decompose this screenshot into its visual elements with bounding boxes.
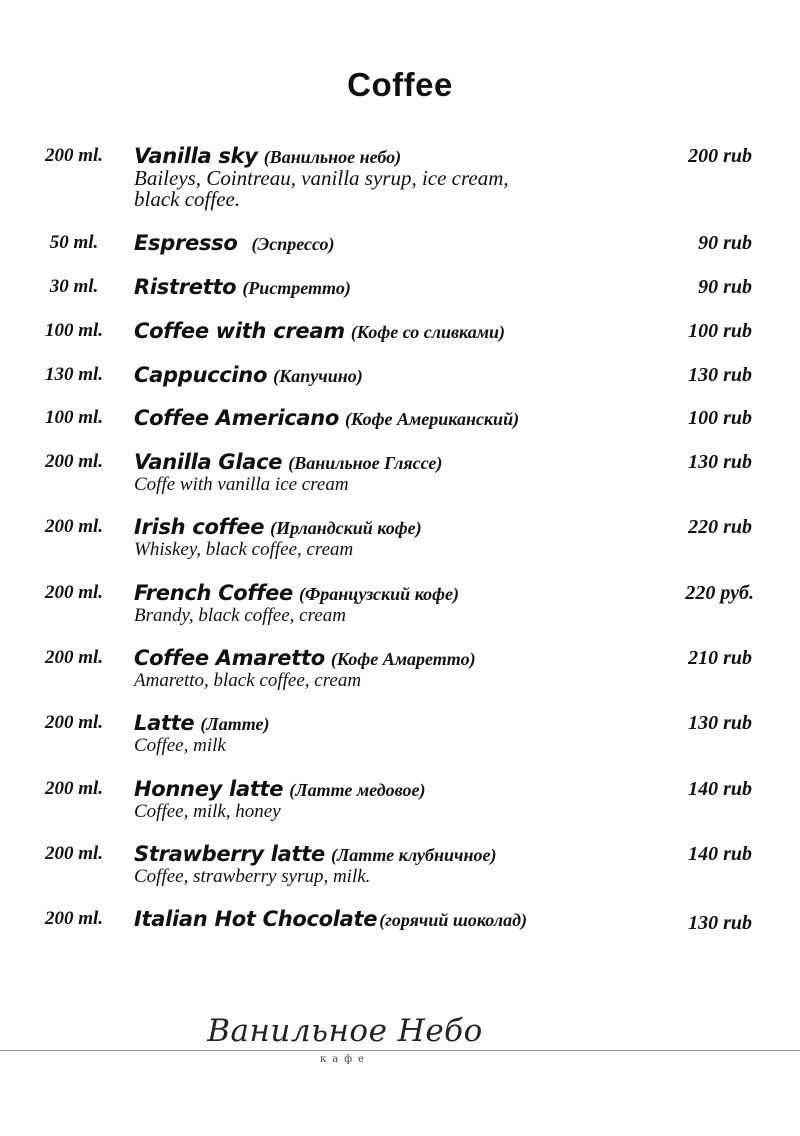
logo-name: Ванильное Небо bbox=[207, 1013, 483, 1049]
item-body bbox=[134, 514, 654, 560]
item-description: Coffee, milk bbox=[134, 735, 226, 756]
item-description: Coffe with vanilla ice cream bbox=[134, 474, 349, 495]
item-name: Honney latte bbox=[134, 777, 284, 801]
item-body bbox=[134, 318, 654, 346]
logo-subtitle: кафе bbox=[320, 1054, 370, 1065]
item-volume: 200 ml. bbox=[44, 516, 104, 537]
item-price: 140 rub bbox=[688, 843, 752, 865]
item-price: 220 руб. bbox=[685, 582, 754, 604]
item-name: Latte bbox=[134, 711, 195, 735]
item-body bbox=[134, 405, 654, 433]
item-russian-name: (Капучино) bbox=[273, 366, 363, 386]
item-russian-name: (Кофе со сливками) bbox=[350, 322, 506, 342]
item-description: Coffee, strawberry syrup, milk. bbox=[134, 866, 371, 887]
item-russian-name: (Латте клубничное) bbox=[330, 845, 497, 865]
item-russian-name: (Эспрессо) bbox=[251, 234, 335, 254]
item-price: 220 rub bbox=[688, 516, 752, 538]
item-volume: 100 ml. bbox=[44, 407, 104, 428]
cafe-logo bbox=[0, 1005, 800, 1075]
item-volume: 200 ml. bbox=[44, 843, 104, 864]
item-volume: 50 ml. bbox=[49, 232, 99, 253]
item-name: Espresso bbox=[134, 231, 238, 255]
item-name: Coffee Amaretto bbox=[134, 646, 325, 670]
item-russian-name: (Латте медовое) bbox=[289, 780, 426, 800]
item-name: Vanilla Glace bbox=[134, 450, 283, 474]
logo-divider bbox=[0, 1050, 800, 1051]
item-name: Italian Hot Chocolate bbox=[134, 907, 378, 931]
item-body bbox=[134, 776, 654, 822]
item-price: 130 rub bbox=[688, 712, 752, 734]
item-volume: 200 ml. bbox=[44, 582, 104, 603]
item-name: Coffee Americano bbox=[134, 406, 340, 430]
item-body bbox=[134, 710, 654, 756]
item-price: 140 rub bbox=[688, 778, 752, 800]
item-body bbox=[134, 230, 654, 258]
item-name: Irish coffee bbox=[134, 515, 265, 539]
item-volume: 200 ml. bbox=[44, 908, 104, 929]
item-name: Strawberry latte bbox=[134, 842, 325, 866]
item-description: Brandy, black coffee, cream bbox=[134, 605, 346, 626]
item-price: 200 rub bbox=[688, 145, 752, 167]
item-name: Ristretto bbox=[134, 275, 237, 299]
item-volume: 200 ml. bbox=[44, 145, 104, 166]
item-body bbox=[134, 580, 654, 626]
item-body bbox=[134, 274, 654, 302]
item-price: 100 rub bbox=[688, 407, 752, 429]
item-name: Cappuccino bbox=[134, 363, 268, 387]
item-volume: 200 ml. bbox=[44, 712, 104, 733]
item-price: 130 rub bbox=[688, 912, 752, 934]
item-russian-name: (Ванильное Гляссе) bbox=[288, 453, 443, 473]
item-name: Vanilla sky bbox=[134, 144, 258, 168]
item-description: Amaretto, black coffee, cream bbox=[134, 670, 362, 691]
item-russian-name: (Кофе Американский) bbox=[345, 409, 520, 429]
item-price: 90 rub bbox=[698, 276, 752, 298]
item-name: Coffee with cream bbox=[134, 319, 345, 343]
item-price: 90 rub bbox=[698, 232, 752, 254]
item-body bbox=[134, 645, 654, 691]
item-body bbox=[134, 906, 654, 934]
item-body bbox=[134, 143, 654, 210]
item-volume: 200 ml. bbox=[44, 451, 104, 472]
item-description: Whiskey, black coffee, cream bbox=[134, 539, 354, 560]
item-volume: 130 ml. bbox=[44, 364, 104, 385]
item-price: 130 rub bbox=[688, 364, 752, 386]
item-russian-name: (Латте) bbox=[200, 714, 270, 734]
item-volume: 200 ml. bbox=[44, 778, 104, 799]
menu-title: Coffee bbox=[347, 66, 453, 103]
item-description: Coffee, milk, honey bbox=[134, 801, 281, 822]
item-russian-name: (Ванильное небо) bbox=[263, 147, 402, 167]
item-body bbox=[134, 449, 654, 495]
item-body bbox=[134, 841, 654, 887]
item-russian-name: (Ирландский кофе) bbox=[270, 518, 422, 538]
item-price: 130 rub bbox=[688, 451, 752, 473]
item-russian-name: (Французский кофе) bbox=[299, 584, 459, 604]
item-description: Baileys, Cointreau, vanilla syrup, ice cream, bbox=[134, 166, 509, 190]
item-volume: 100 ml. bbox=[44, 320, 104, 341]
item-russian-name: (Кофе Амаретто) bbox=[330, 649, 476, 669]
item-russian-name: (Ристретто) bbox=[242, 278, 351, 298]
item-price: 100 rub bbox=[688, 320, 752, 342]
item-name: French Coffee bbox=[134, 581, 293, 605]
item-body bbox=[134, 362, 654, 390]
item-volume: 200 ml. bbox=[44, 647, 104, 668]
item-russian-name: (горячий шоколад) bbox=[379, 910, 528, 930]
item-price: 210 rub bbox=[688, 647, 752, 669]
item-description-line-2: black coffee. bbox=[134, 187, 241, 211]
item-volume: 30 ml. bbox=[49, 276, 99, 297]
